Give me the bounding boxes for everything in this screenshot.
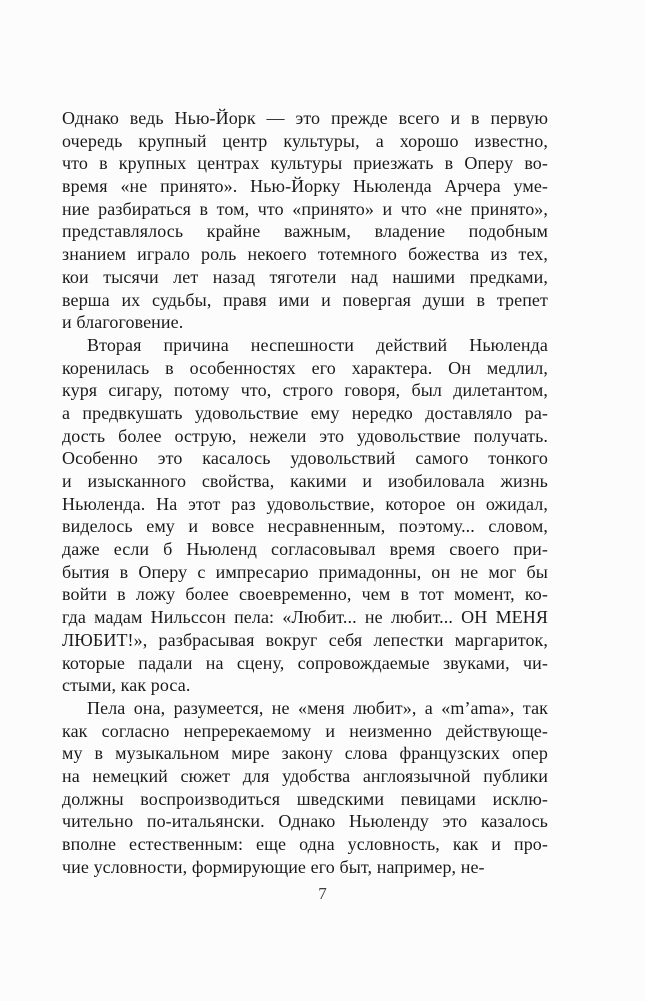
- text-line: вполне естественным: еще одна условность, как и про-: [62, 834, 548, 854]
- text-line: а предвкушать удовольствие ему нередко доставляло ра-: [62, 402, 548, 423]
- text-line: на немецкий сюжет для удобства англоязычной публики: [62, 765, 548, 786]
- paragraph: [62, 334, 548, 697]
- text-line: чие условности, формирующие его быт, например, не-: [62, 856, 485, 877]
- text-line: Особенно это касалось удовольствий самого тонкого: [62, 448, 548, 469]
- text-line: и изысканного свойства, какими и изобиловала жизнь: [62, 471, 548, 491]
- text-line: Вторая причина неспешности действий Ньюленда: [87, 334, 548, 355]
- text-line: время «не принято». Нью-Йорку Ньюленда Арчера уме-: [62, 176, 548, 197]
- text-line: куря сигару, потому что, строго говоря, был дилетантом,: [62, 380, 548, 401]
- text-line: дость более острую, нежели это удовольствие получать.: [62, 425, 548, 446]
- text-line: что в крупных центрах культуры приезжать в Оперу во-: [62, 153, 548, 174]
- paragraph: [62, 697, 548, 879]
- text-line: ние разбираться в том, что «принято» и что «не принято»,: [62, 198, 548, 219]
- text-line: Ньюленда. На этот раз удовольствие, которое он ожидал,: [62, 493, 548, 514]
- text-line: коренилась в особенностях его характера. Он медлил,: [62, 357, 548, 378]
- text-line: даже если б Ньюленд согласовывал время своего при-: [62, 539, 548, 560]
- text-line: войти в ложу более своевременно, чем в тот момент, ко-: [62, 584, 548, 605]
- text-line: гда мадам Нильссон пела: «Любит... не любит... ОН МЕНЯ: [62, 607, 548, 628]
- text-line: Пела она, разумеется, не «меня любит», а «m’ama», так: [87, 697, 548, 718]
- text-line: которые падали на сцену, сопровождаемые звуками, чи-: [62, 652, 548, 673]
- text-line: стыми, как роса.: [62, 675, 191, 696]
- text-line: как согласно непререкаемому и неизменно действующе-: [62, 720, 548, 741]
- text-line: должны воспроизводиться шведскими певицами исклю-: [62, 788, 548, 809]
- text-line: бытия в Оперу с импресарио примадонны, он не мог бы: [62, 561, 548, 582]
- text-line: очередь крупный центр культуры, а хорошо известно,: [62, 130, 548, 151]
- paragraph: [62, 107, 548, 334]
- text-line: верша их судьбы, правя ими и повергая души в трепет: [62, 289, 548, 310]
- text-block: [62, 107, 548, 878]
- text-line: и благоговение.: [62, 312, 184, 333]
- text-line: кои тысячи лет назад тяготели над нашими предками,: [62, 266, 548, 287]
- text-line: чительно по-итальянски. Однако Ньюленду это казалось: [62, 811, 548, 832]
- text-line: ЛЮБИТ!», разбрасывая вокруг себя лепестки маргариток,: [62, 629, 548, 650]
- text-line: виделось ему и вовсе несравненным, поэтому... словом,: [62, 516, 548, 537]
- text-line: Однако ведь Нью-Йорк — это прежде всего и в первую: [62, 108, 548, 128]
- text-line: му в музыкальном мире закону слова французских опер: [62, 743, 548, 764]
- text-line: знанием играло роль некоего тотемного божества из тех,: [62, 244, 548, 265]
- page-number: 7: [318, 884, 327, 903]
- text-line: представлялось крайне важным, владение подобным: [62, 221, 548, 242]
